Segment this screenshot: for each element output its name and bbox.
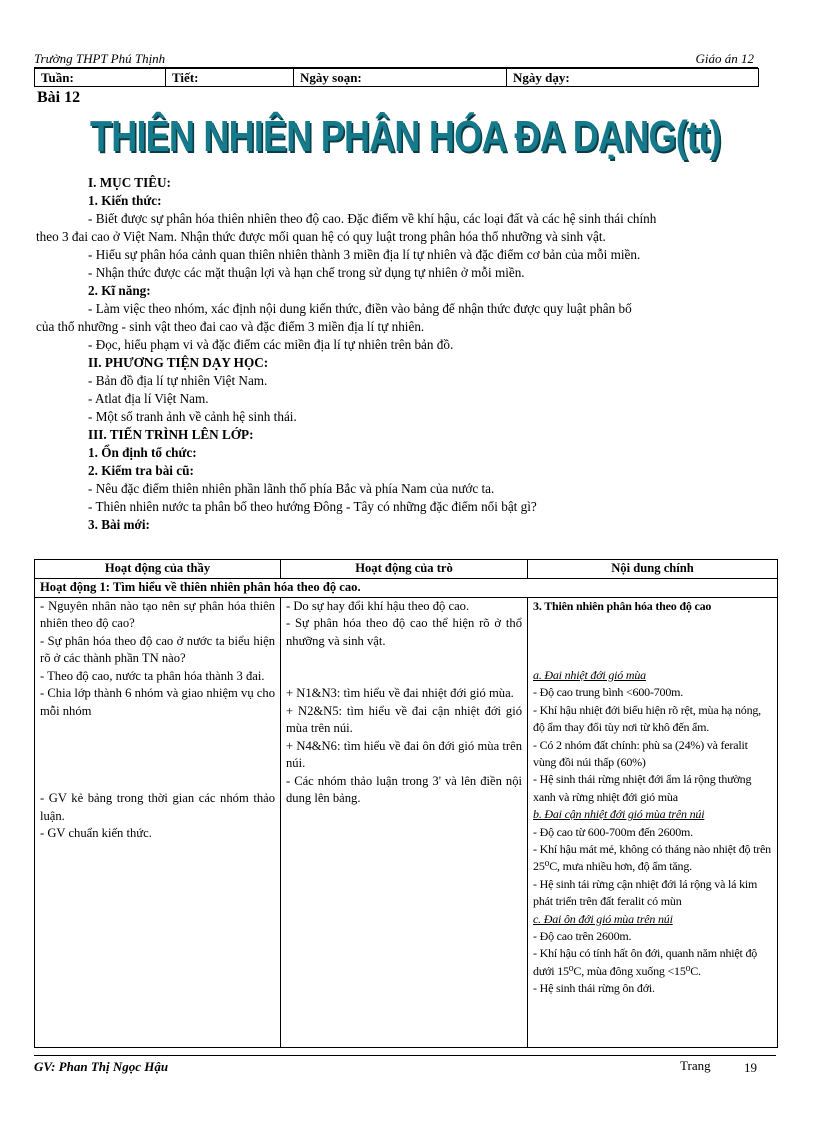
materials-item: - Atlat địa lí Việt Nam. (88, 391, 209, 406)
materials-item: - Bản đồ địa lí tự nhiên Việt Nam. (88, 373, 268, 388)
zone-c-item: - Khí hậu có tính hất ôn đới, quanh năm nhiệt độ dưới 15⁰C, mùa đông xuống <15⁰C. (533, 946, 758, 978)
activity-title: Hoạt động 1: Tìm hiểu về thiên nhiên phân hóa theo độ cao. (35, 579, 778, 598)
student-item: + N1&N3: tìm hiểu về đai nhiệt đới gió mùa. (286, 686, 514, 700)
zone-c-item: - Hệ sinh thái rừng ôn đới. (533, 981, 655, 996)
teacher-item: - Nguyên nhân nào tạo nên sự phân hóa thiên nhiên theo độ cao? (40, 598, 275, 630)
teacher-item: - Sự phân hóa theo độ cao ở nước ta biểu hiện rõ ở các thành phần TN nào? (40, 633, 275, 665)
materials-item: - Một số tranh ảnh về cảnh hệ sinh thái. (88, 409, 297, 424)
teach-date-cell: Ngày dạy: (507, 69, 759, 87)
zone-b-item: - Độ cao từ 600-700m đến 2600m. (533, 824, 693, 839)
zone-b-item: - Khí hậu mát mẻ, không có tháng nào nhiệt độ trên 25⁰C, mưa nhiều hơn, độ ẩm tăng. (533, 841, 771, 874)
subsection-organize: 1. Ổn định tổ chức: (88, 445, 197, 460)
zone-c-title: c. Đai ôn đới gió mùa trên núi (533, 911, 673, 926)
page-footer (34, 1055, 776, 1078)
teacher-name: GV: Phan Thị Ngọc Hậu (34, 1059, 169, 1074)
page-label: Trang (680, 1058, 711, 1073)
zone-a-item: - Độ cao trung bình <600-700m. (533, 685, 684, 700)
page-number: 19 (744, 1060, 757, 1075)
teacher-column (35, 597, 281, 1047)
page-header (34, 49, 758, 68)
activity-table (34, 559, 778, 1048)
teacher-item: - Theo độ cao, nước ta phân hóa thành 3 đai. (40, 668, 265, 683)
section-objectives: I. MỤC TIÊU: (88, 175, 171, 190)
week-cell: Tuần: (35, 69, 166, 87)
student-column (281, 597, 528, 1047)
document-type: Giáo án 12 (695, 51, 754, 66)
subsection-review: 2. Kiểm tra bài cũ: (88, 463, 194, 478)
header-content: Nội dung chính (528, 560, 778, 579)
content-heading: 3. Thiên nhiên phân hóa theo độ cao (533, 598, 712, 613)
subsection-new-lesson: 3. Bài mới: (88, 517, 150, 532)
section-materials: II. PHƯƠNG TIỆN DẠY HỌC: (88, 355, 269, 370)
zone-c-item: - Độ cao trên 2600m. (533, 929, 632, 943)
page-title: THIÊN NHIÊN PHÂN HÓA ĐA DẠNG(tt) (90, 112, 721, 161)
skills-item: - Đọc, hiểu phạm vi và đặc điểm các miền địa lí tự nhiên trên bản đồ. (88, 337, 454, 352)
prep-date-cell: Ngày soạn: (294, 69, 507, 87)
zone-a-item: - Khí hậu nhiệt đới biểu hiện rõ rệt, mùa hạ nóng, độ ẩm thay đổi tùy nơi từ khô đến ẩm. (533, 702, 761, 735)
content-column (528, 597, 778, 1047)
teacher-item: - GV kẻ bảng trong thời gian các nhóm thảo luận. (40, 791, 275, 823)
schedule-table (34, 68, 759, 87)
teacher-item: - Chia lớp thành 6 nhóm và giao nhiệm vụ cho mỗi nhóm (40, 686, 275, 718)
school-name: Trường THPT Phú Thịnh (34, 51, 166, 66)
lesson-number: Bài 12 (37, 89, 81, 106)
header-student: Hoạt động của trò (281, 560, 528, 579)
student-item: + N2&N5: tìm hiểu về đai cận nhiệt đới gió mùa trên núi. (286, 703, 523, 735)
zone-b-item: - Hệ sinh tái rừng cận nhiệt đới lá rộng và lá kim phát triển trên đất feralit có mùn (533, 876, 758, 909)
knowledge-item: - Hiểu sự phân hóa cảnh quan thiên nhiên thành 3 miền địa lí tự nhiên và đặc điểm cơ bản của mỗi miền. (88, 247, 641, 262)
teacher-item: - GV chuẩn kiến thức. (40, 826, 152, 840)
zone-a-title: a. Đai nhiệt đới gió mùa (533, 667, 646, 682)
subsection-knowledge: 1. Kiến thức: (88, 193, 162, 208)
review-question: - Thiên nhiên nước ta phân bố theo hướng Đông - Tây có những đặc điểm nổi bật gì? (88, 499, 537, 514)
period-cell: Tiết: (166, 69, 294, 87)
zone-a-item: - Hệ sinh thái rừng nhiệt đới ẩm lá rộng thường xanh và rừng nhiệt đới gió mùa (533, 772, 752, 804)
student-item: - Do sự hay đổi khí hậu theo độ cao. (286, 598, 470, 613)
review-question: - Nêu đặc điểm thiên nhiên phần lãnh thổ phía Bắc và phía Nam của nước ta. (88, 481, 495, 496)
subsection-skills: 2. Kĩ năng: (88, 283, 151, 298)
student-item: - Sự phân hóa theo độ cao thể hiện rõ ở thổ nhưỡng và sinh vật. (286, 616, 523, 648)
header-teacher: Hoạt động của thầy (35, 560, 281, 579)
student-item: + N4&N6: tìm hiểu về đai ôn đới gió mùa trên núi. (286, 738, 523, 770)
section-procedure: III. TIẾN TRÌNH LÊN LỚP: (88, 427, 254, 442)
lesson-body (36, 174, 778, 534)
knowledge-item: - Biết được sự phân hóa thiên nhiên theo độ cao. Đặc điểm về khí hậu, các loại đất và các hệ sinh thái chính theo 3 đai cao ở Việt Nam. Nhận thức được mối quan hệ có quy luật trong phân hóa thổ nhưỡng và sinh vật. (36, 211, 657, 244)
zone-a-item: - Có 2 nhóm đất chính: phù sa (24%) và feralit vùng đồi núi thấp (60%) (533, 737, 748, 769)
zone-b-title: b. Đai cận nhiệt đới gió mùa trên núi (533, 807, 705, 822)
skills-item: - Làm việc theo nhóm, xác định nội dung kiến thức, điền vào bảng để nhận thức được quy luật phân bố của thổ nhưỡng - sinh vật theo đai cao và đặc điểm 3 miền địa lí tự nhiên. (36, 301, 632, 334)
knowledge-item: - Nhận thức được các mặt thuận lợi và hạn chế trong sử dụng tự nhiên ở mỗi miền. (88, 265, 525, 280)
student-item: - Các nhóm thảo luận trong 3' và lên điền nội dung lên bảng. (286, 773, 523, 805)
